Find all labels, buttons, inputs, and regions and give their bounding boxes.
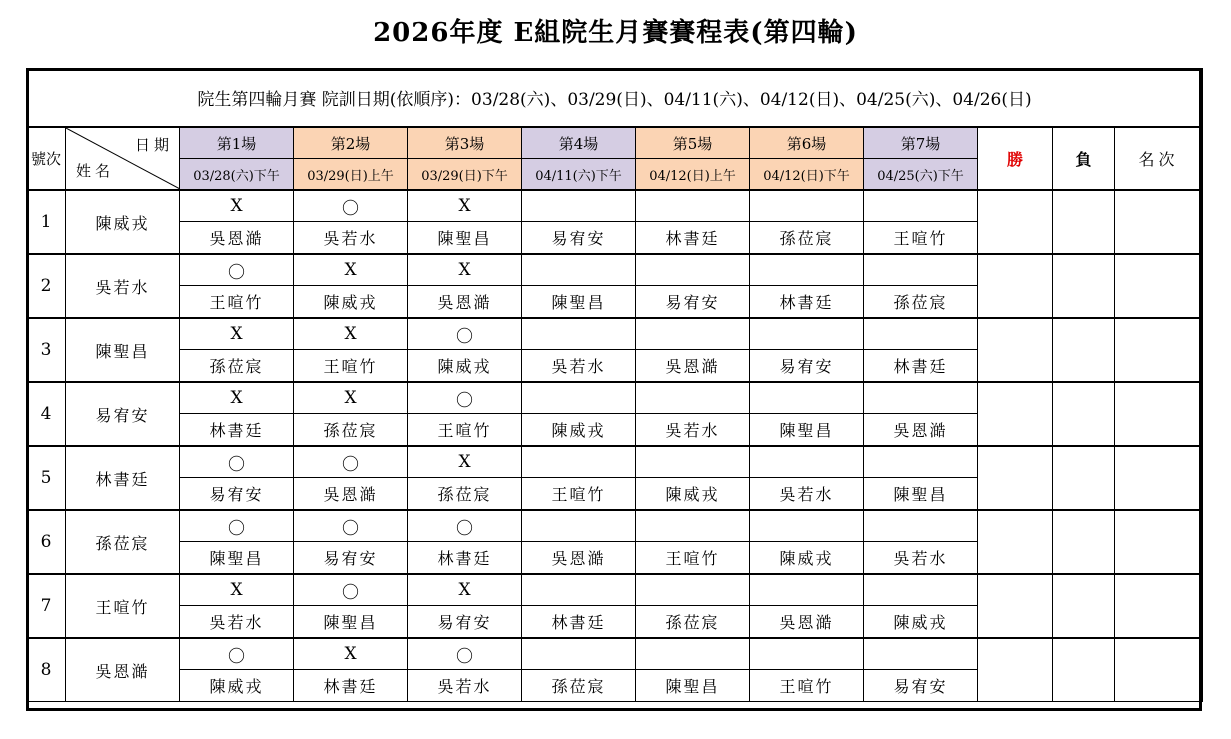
opponent-name: 陳威戎 bbox=[864, 606, 978, 639]
match-result-cell bbox=[636, 574, 750, 606]
match-result-cell bbox=[522, 446, 636, 478]
match-result-cell: X bbox=[180, 318, 294, 350]
rank-cell[interactable] bbox=[1115, 382, 1203, 446]
match-result-cell: X bbox=[294, 318, 408, 350]
opponent-name: 吳恩澔 bbox=[408, 286, 522, 319]
opponent-name: 林書廷 bbox=[636, 222, 750, 255]
opponent-name: 孫莅宸 bbox=[750, 222, 864, 255]
match-result-cell bbox=[522, 510, 636, 542]
opponent-name: 易宥安 bbox=[750, 350, 864, 383]
match-date-6: 04/12(日)下午 bbox=[750, 159, 864, 191]
win-cell[interactable] bbox=[978, 318, 1053, 382]
player-result-row bbox=[27, 254, 1203, 286]
player-number: 7 bbox=[27, 574, 66, 638]
opponent-name: 王喧竹 bbox=[408, 414, 522, 447]
match-result-cell: 〇 bbox=[294, 510, 408, 542]
match-result-cell bbox=[636, 638, 750, 670]
opponent-name: 王喧竹 bbox=[750, 670, 864, 702]
match-result-cell bbox=[636, 254, 750, 286]
opponent-name: 林書廷 bbox=[864, 350, 978, 383]
match-result-cell bbox=[636, 510, 750, 542]
opponent-name: 陳威戎 bbox=[294, 286, 408, 319]
match-result-cell: 〇 bbox=[180, 638, 294, 670]
player-result-row bbox=[27, 382, 1203, 414]
opponent-name: 林書廷 bbox=[750, 286, 864, 319]
opponent-name: 易宥安 bbox=[294, 542, 408, 575]
rank-cell[interactable] bbox=[1115, 254, 1203, 318]
win-cell[interactable] bbox=[978, 510, 1053, 574]
player-number: 3 bbox=[27, 318, 66, 382]
match-result-cell bbox=[750, 446, 864, 478]
opponent-name: 吳若水 bbox=[294, 222, 408, 255]
lose-cell[interactable] bbox=[1053, 510, 1115, 574]
match-result-cell: 〇 bbox=[408, 510, 522, 542]
date-label: 日期 bbox=[134, 136, 173, 154]
opponent-name: 吳恩澔 bbox=[636, 350, 750, 383]
lose-cell[interactable] bbox=[1053, 254, 1115, 318]
opponent-name: 吳若水 bbox=[864, 542, 978, 575]
opponent-name: 吳恩澔 bbox=[522, 542, 636, 575]
match-result-cell bbox=[864, 510, 978, 542]
match-header-6: 第6場 bbox=[750, 127, 864, 159]
match-date-5: 04/12(日)上午 bbox=[636, 159, 750, 191]
match-result-cell: X bbox=[408, 574, 522, 606]
lose-cell[interactable] bbox=[1053, 190, 1115, 254]
player-result-row bbox=[27, 446, 1203, 478]
opponent-name: 吳恩澔 bbox=[180, 222, 294, 255]
win-cell[interactable] bbox=[978, 574, 1053, 638]
win-header: 勝 bbox=[978, 127, 1053, 190]
match-result-cell bbox=[522, 638, 636, 670]
match-result-cell: X bbox=[180, 382, 294, 414]
match-result-cell bbox=[636, 382, 750, 414]
opponent-name: 孫莅宸 bbox=[408, 478, 522, 511]
match-result-cell bbox=[864, 318, 978, 350]
rank-cell[interactable] bbox=[1115, 446, 1203, 510]
opponent-name: 王喧竹 bbox=[180, 286, 294, 319]
opponent-name: 易宥安 bbox=[522, 222, 636, 255]
opponent-name: 陳聖昌 bbox=[408, 222, 522, 255]
match-result-cell bbox=[522, 574, 636, 606]
page-title: 2026年度 E組院生月賽賽程表(第四輪) bbox=[373, 18, 858, 48]
win-cell[interactable] bbox=[978, 446, 1053, 510]
match-result-cell: X bbox=[180, 574, 294, 606]
player-result-row bbox=[27, 638, 1203, 670]
opponent-name: 陳聖昌 bbox=[180, 542, 294, 575]
match-result-cell bbox=[750, 190, 864, 222]
opponent-name: 孫莅宸 bbox=[636, 606, 750, 639]
opponent-name: 吳若水 bbox=[522, 350, 636, 383]
match-result-cell bbox=[750, 638, 864, 670]
win-cell[interactable] bbox=[978, 382, 1053, 446]
match-result-cell bbox=[522, 190, 636, 222]
win-cell[interactable] bbox=[978, 638, 1053, 702]
match-result-cell bbox=[750, 382, 864, 414]
opponent-name: 陳聖昌 bbox=[750, 414, 864, 447]
match-date-3: 03/29(日)下午 bbox=[408, 159, 522, 191]
match-result-cell: 〇 bbox=[180, 446, 294, 478]
match-result-cell bbox=[636, 318, 750, 350]
match-result-cell: X bbox=[180, 190, 294, 222]
match-result-cell bbox=[750, 318, 864, 350]
rank-header: 名次 bbox=[1115, 127, 1203, 190]
match-date-7: 04/25(六)下午 bbox=[864, 159, 978, 191]
opponent-name: 孫莅宸 bbox=[294, 414, 408, 447]
match-result-cell: 〇 bbox=[294, 190, 408, 222]
match-result-cell: 〇 bbox=[294, 446, 408, 478]
diagonal-header-cell bbox=[66, 127, 180, 190]
lose-cell[interactable] bbox=[1053, 318, 1115, 382]
match-result-cell: 〇 bbox=[408, 318, 522, 350]
player-name: 易宥安 bbox=[66, 382, 180, 446]
opponent-name: 陳聖昌 bbox=[522, 286, 636, 319]
match-result-cell bbox=[522, 382, 636, 414]
opponent-name: 王喧竹 bbox=[522, 478, 636, 511]
match-result-cell bbox=[864, 638, 978, 670]
player-number: 2 bbox=[27, 254, 66, 318]
opponent-name: 吳若水 bbox=[180, 606, 294, 639]
opponent-name: 陳威戎 bbox=[180, 670, 294, 702]
match-result-cell bbox=[750, 254, 864, 286]
match-result-cell: X bbox=[408, 446, 522, 478]
opponent-name: 陳威戎 bbox=[408, 350, 522, 383]
match-result-cell: 〇 bbox=[294, 574, 408, 606]
opponent-name: 陳聖昌 bbox=[864, 478, 978, 511]
opponent-name: 易宥安 bbox=[636, 286, 750, 319]
player-result-row bbox=[27, 190, 1203, 222]
player-name: 陳聖昌 bbox=[66, 318, 180, 382]
player-result-row bbox=[27, 318, 1203, 350]
opponent-name: 吳若水 bbox=[636, 414, 750, 447]
opponent-name: 林書廷 bbox=[180, 414, 294, 447]
match-result-cell bbox=[636, 446, 750, 478]
match-result-cell bbox=[522, 254, 636, 286]
opponent-name: 陳威戎 bbox=[750, 542, 864, 575]
match-header-7: 第7場 bbox=[864, 127, 978, 159]
match-result-cell: X bbox=[294, 382, 408, 414]
match-result-cell: 〇 bbox=[408, 382, 522, 414]
opponent-name: 吳若水 bbox=[750, 478, 864, 511]
player-name: 孫莅宸 bbox=[66, 510, 180, 574]
player-number: 8 bbox=[27, 638, 66, 702]
rank-cell[interactable] bbox=[1115, 638, 1203, 702]
opponent-name: 林書廷 bbox=[408, 542, 522, 575]
opponent-name: 易宥安 bbox=[408, 606, 522, 639]
opponent-name: 陳聖昌 bbox=[636, 670, 750, 702]
win-cell[interactable] bbox=[978, 190, 1053, 254]
player-name: 王喧竹 bbox=[66, 574, 180, 638]
player-name: 吳若水 bbox=[66, 254, 180, 318]
match-result-cell bbox=[864, 446, 978, 478]
match-result-cell: X bbox=[294, 638, 408, 670]
player-name: 陳威戎 bbox=[66, 190, 180, 254]
rank-cell[interactable] bbox=[1115, 190, 1203, 254]
match-header-2: 第2場 bbox=[294, 127, 408, 159]
match-result-cell: X bbox=[408, 190, 522, 222]
player-number: 6 bbox=[27, 510, 66, 574]
match-result-cell: X bbox=[294, 254, 408, 286]
seq-header: 號次 bbox=[27, 127, 66, 190]
opponent-name: 孫莅宸 bbox=[864, 286, 978, 319]
opponent-name: 陳威戎 bbox=[522, 414, 636, 447]
match-result-cell: 〇 bbox=[180, 510, 294, 542]
lose-header: 負 bbox=[1053, 127, 1115, 190]
opponent-name: 孫莅宸 bbox=[522, 670, 636, 702]
match-date-1: 03/28(六)下午 bbox=[180, 159, 294, 191]
schedule-table bbox=[26, 68, 1203, 702]
opponent-name: 孫莅宸 bbox=[180, 350, 294, 383]
opponent-name: 王喧竹 bbox=[864, 222, 978, 255]
match-header-5: 第5場 bbox=[636, 127, 750, 159]
player-result-row bbox=[27, 510, 1203, 542]
player-name: 林書廷 bbox=[66, 446, 180, 510]
match-result-cell: 〇 bbox=[408, 638, 522, 670]
opponent-name: 林書廷 bbox=[294, 670, 408, 702]
match-result-cell bbox=[522, 318, 636, 350]
opponent-name: 陳威戎 bbox=[636, 478, 750, 511]
opponent-name: 吳若水 bbox=[408, 670, 522, 702]
opponent-name: 陳聖昌 bbox=[294, 606, 408, 639]
match-result-cell bbox=[636, 190, 750, 222]
match-date-4: 04/11(六)下午 bbox=[522, 159, 636, 191]
opponent-name: 易宥安 bbox=[864, 670, 978, 702]
lose-cell[interactable] bbox=[1053, 574, 1115, 638]
opponent-name: 吳恩澔 bbox=[750, 606, 864, 639]
match-result-cell bbox=[864, 574, 978, 606]
match-result-cell bbox=[864, 254, 978, 286]
lose-cell[interactable] bbox=[1053, 638, 1115, 702]
match-result-cell bbox=[864, 382, 978, 414]
match-result-cell bbox=[750, 510, 864, 542]
match-result-cell bbox=[864, 190, 978, 222]
opponent-name: 易宥安 bbox=[180, 478, 294, 511]
lose-cell[interactable] bbox=[1053, 382, 1115, 446]
player-number: 5 bbox=[27, 446, 66, 510]
player-name: 吳恩澔 bbox=[66, 638, 180, 702]
name-label: 姓名 bbox=[76, 162, 115, 180]
opponent-name: 林書廷 bbox=[522, 606, 636, 639]
rank-cell[interactable] bbox=[1115, 318, 1203, 382]
opponent-name: 吳恩澔 bbox=[864, 414, 978, 447]
match-date-2: 03/29(日)上午 bbox=[294, 159, 408, 191]
player-number: 1 bbox=[27, 190, 66, 254]
opponent-name: 王喧竹 bbox=[294, 350, 408, 383]
win-cell[interactable] bbox=[978, 254, 1053, 318]
match-header-3: 第3場 bbox=[408, 127, 522, 159]
opponent-name: 吳恩澔 bbox=[294, 478, 408, 511]
schedule-info: 院生第四輪月賽 院訓日期(依順序)：03/28(六)、03/29(日)、04/11(六)、04/12(日)、04/25(六)、04/26(日) bbox=[27, 69, 1203, 128]
rank-cell[interactable] bbox=[1115, 510, 1203, 574]
opponent-name: 王喧竹 bbox=[636, 542, 750, 575]
match-result-cell bbox=[750, 574, 864, 606]
player-result-row bbox=[27, 574, 1203, 606]
lose-cell[interactable] bbox=[1053, 446, 1115, 510]
player-number: 4 bbox=[27, 382, 66, 446]
rank-cell[interactable] bbox=[1115, 574, 1203, 638]
match-result-cell: 〇 bbox=[180, 254, 294, 286]
match-result-cell: X bbox=[408, 254, 522, 286]
match-header-1: 第1場 bbox=[180, 127, 294, 159]
match-header-4: 第4場 bbox=[522, 127, 636, 159]
